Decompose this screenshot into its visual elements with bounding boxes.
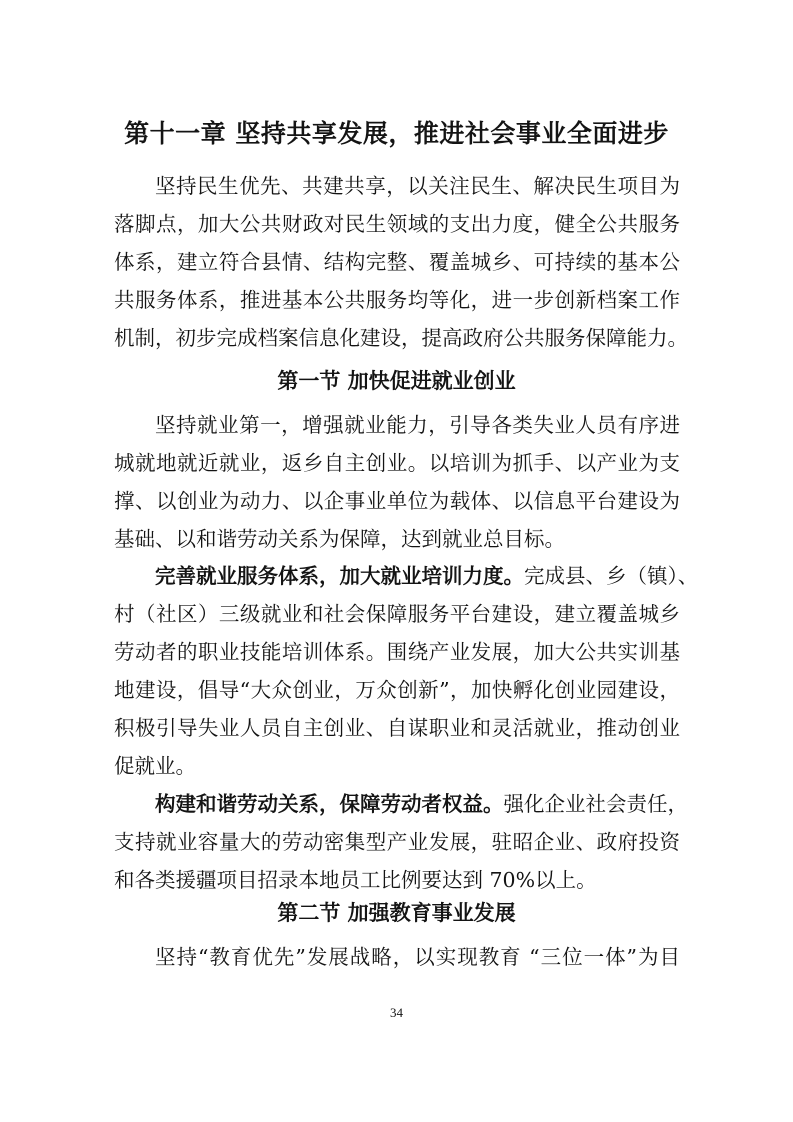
text-line: 机制，初步完成档案信息化建设，提高政府公共服务保障能力。 (114, 326, 688, 350)
text-line (114, 557, 699, 595)
text-line: 支持就业容量大的劳动密集型产业发展，驻昭企业、政府投资 (114, 830, 680, 854)
chapter-title: 第十一章 坚持共享发展，推进社会事业全面进步 (124, 119, 669, 148)
employment-service-paragraph (114, 557, 699, 785)
paragraph-lead: 构建和谐劳动关系，保障劳动者权益。 (155, 792, 504, 816)
text-line: 和各类援疆项目招录本地员工比例要达到 70%以上。 (114, 868, 597, 892)
education-paragraph (114, 938, 680, 976)
text-line: 劳动者的职业技能培训体系。围绕产业发展，加大公共实训基 (114, 640, 680, 664)
page-number: 34 (390, 1005, 403, 1020)
text-segment: 强化企业社会责任， (503, 792, 688, 816)
section-title-education: 第二节 加强教育事业发展 (277, 900, 516, 925)
paragraph-lead: 完善就业服务体系，加大就业培训力度。 (155, 564, 524, 588)
intro-paragraph (114, 167, 688, 357)
text-line: 地建设，倡导“大众创业，万众创新”，加快孵化创业园建设， (114, 678, 680, 702)
text-segment: 完成县、乡（镇）、 (524, 564, 699, 588)
text-line: 体系，建立符合县情、结构完整、覆盖城乡、可持续的基本公 (114, 250, 680, 274)
text-line: 基础、以和谐劳动关系为保障，达到就业总目标。 (114, 527, 565, 551)
section-title-employment: 第一节 加快促进就业创业 (277, 368, 516, 393)
text-line: 共服务体系，推进基本公共服务均等化，进一步创新档案工作 (114, 288, 680, 312)
text-line: 坚持民生优先、共建共享，以关注民生、解决民生项目为 (155, 174, 680, 198)
text-line: 促就业。 (114, 754, 196, 778)
text-line: 城就地就近就业，返乡自主创业。以培训为抓手、以产业为支 (114, 451, 680, 475)
employment-paragraph (114, 406, 680, 558)
text-line: 撑、以创业为动力、以企事业单位为载体、以信息平台建设为 (114, 489, 680, 513)
labor-relations-paragraph (114, 785, 688, 899)
text-line: 积极引导失业人员自主创业、自谋职业和灵活就业，推动创业 (114, 716, 680, 740)
text-line: 村（社区）三级就业和社会保障服务平台建设，建立覆盖城乡 (114, 602, 680, 626)
text-line: 落脚点，加大公共财政对民生领域的支出力度，健全公共服务 (114, 212, 680, 236)
text-line: 坚持就业第一，增强就业能力，引导各类失业人员有序进 (155, 413, 680, 437)
text-line: 坚持“教育优先”发展战略，以实现教育 “三位一体”为目 (155, 945, 680, 969)
text-line (114, 785, 688, 823)
